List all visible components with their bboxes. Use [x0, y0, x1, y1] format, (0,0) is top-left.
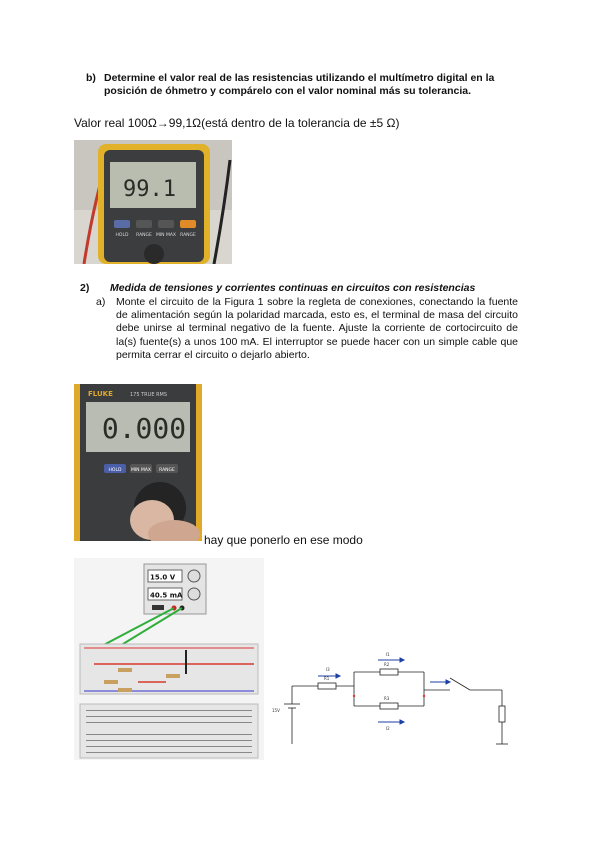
supply-voltage-readout: 15.0 V [150, 573, 176, 582]
photo2-display-value: 0.000 [101, 412, 187, 445]
valor-real-answer: Valor real 100Ω→99,1Ω(está dentro de la tolerancia de ±5 Ω) [74, 116, 400, 130]
photo1-button-label-2: RANGE [136, 233, 152, 238]
schematic-label-r1: R1 [324, 676, 330, 681]
section-2-number: 2) [80, 282, 90, 294]
photo1-button-label-3: MIN MAX [155, 233, 177, 238]
photo2-button-label-1: HOLD [108, 468, 122, 473]
schematic-label-i2: I2 [386, 726, 390, 731]
photo1-button-label-4: RANGE [180, 233, 196, 238]
mode-note: hay que ponerlo en ese modo [204, 533, 363, 547]
photo2-brand: FLUKE [88, 390, 113, 398]
section-2-item-a-marker: a) [96, 296, 106, 308]
supply-current-readout: 40.5 mA [150, 591, 183, 600]
schematic-label-r3: R3 [384, 696, 390, 701]
circuit-schematic [270, 640, 520, 760]
breadboard-simulation [74, 558, 264, 760]
photo1-display-value: 99.1 [123, 177, 176, 202]
multimeter-photo-resistance [74, 140, 232, 264]
photo2-button-label-3: RANGE [159, 468, 175, 473]
section-2-title: Medida de tensiones y corrientes continuas en circuitos con resistencias [110, 282, 476, 294]
schematic-label-source: 15V [272, 708, 280, 713]
section-2-item-a-text: Monte el circuito de la Figura 1 sobre la regleta de conexiones, conectando la fuente de alimentación según la polaridad marcada, esto es, el terminal de masa del circuito debe unirse al terminal negativo de la fuente. Ajuste la corriente de cortocircuito de la(s) fuente(s) a unos 100 mA. El interruptor se puede hacer con un simple cable que permita cerrar el circuito o dejarlo abierto. [116, 296, 518, 361]
photo2-model: 175 TRUE RMS [130, 392, 168, 398]
photo1-button-label-1: HOLD [115, 233, 129, 238]
schematic-label-i3: I3 [326, 667, 330, 672]
schematic-label-i1: I1 [386, 652, 390, 657]
question-b-marker: b) [86, 72, 96, 84]
question-b-text: Determine el valor real de las resistencias utilizando el multímetro digital en la posición de óhmetro y compárelo con el valor nominal más su tolerancia. [104, 72, 495, 97]
schematic-label-r2: R2 [384, 662, 390, 667]
multimeter-photo-current-mode [74, 384, 202, 541]
photo2-button-label-2: MIN MAX [130, 468, 152, 473]
